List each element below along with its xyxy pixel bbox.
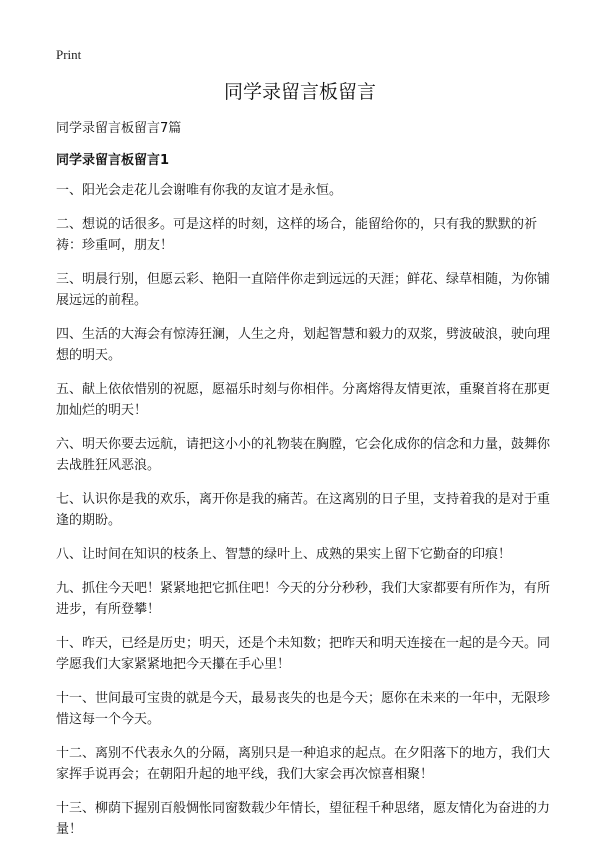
print-link[interactable]: Print — [56, 47, 82, 62]
message-entry-6: 六、明天你要去远航，请把这小小的礼物装在胸膛，它会化成你的信念和力量，鼓舞你去战胜狂风恶浪。 — [56, 437, 551, 473]
message-entry-10: 十、昨天，已经是历史；明天，还是个未知数；把昨天和明天连接在一起的是今天。同学愿我们大家紧紧地把今天攥在手心里！ — [56, 636, 551, 672]
message-entry-8: 八、让时间在知识的枝条上、智慧的绿叶上、成熟的果实上留下它勤奋的印痕！ — [56, 547, 512, 562]
message-entry-12: 十二、离别不代表永久的分隔，离别只是一种追求的起点。在夕阳落下的地方，我们大家挥手说再会；在朝阳升起的地平线，我们大家会再次惊喜相聚！ — [56, 746, 551, 782]
message-entry-7: 七、认识你是我的欢乐，离开你是我的痛苦。在这离别的日子里，支持着我的是对于重逢的期盼。 — [56, 492, 551, 528]
message-entry-5: 五、献上依依惜别的祝愿，愿福乐时刻与你相伴。分离熔得友情更浓，重聚首将在那更加灿烂的明天！ — [56, 382, 551, 418]
message-entry-4: 四、生活的大海会有惊涛狂澜，人生之舟，划起智慧和毅力的双浆，劈波破浪，驶向理想的明天。 — [56, 327, 551, 363]
page-title: 同学录留言板留言 — [223, 81, 376, 103]
message-list — [56, 180, 552, 853]
message-entry-2: 二、想说的话很多。可是这样的时刻，这样的场合，能留给你的，只有我的默默的祈祷：珍重呵，朋友！ — [56, 217, 538, 253]
message-entry-1: 一、阳光会走花儿会谢唯有你我的友谊才是永恒。 — [56, 183, 343, 198]
message-entry-9: 九、抓住今天吧！紧紧地把它抓住吧！今天的分分秒秒，我们大家都要有所作为，有所进步，有所登攀！ — [56, 581, 551, 617]
document-subtitle: 同学录留言板留言7篇 — [56, 121, 182, 136]
section-heading: 同学录留言板留言1 — [56, 153, 170, 168]
message-entry-13: 十三、柳荫下握别百般惆怅同窗数载少年情长，望征程千种思绪，愿友情化为奋进的力量！ — [56, 801, 551, 837]
message-entry-11: 十一、世间最可宝贵的就是今天，最易丧失的也是今天；愿你在未来的一年中，无限珍惜这每一个今天。 — [56, 691, 551, 727]
message-entry-3: 三、明晨行别，但愿云彩、艳阳一直陪伴你走到远远的天涯；鲜花、绿草相随，为你铺展远远的前程。 — [56, 272, 551, 308]
